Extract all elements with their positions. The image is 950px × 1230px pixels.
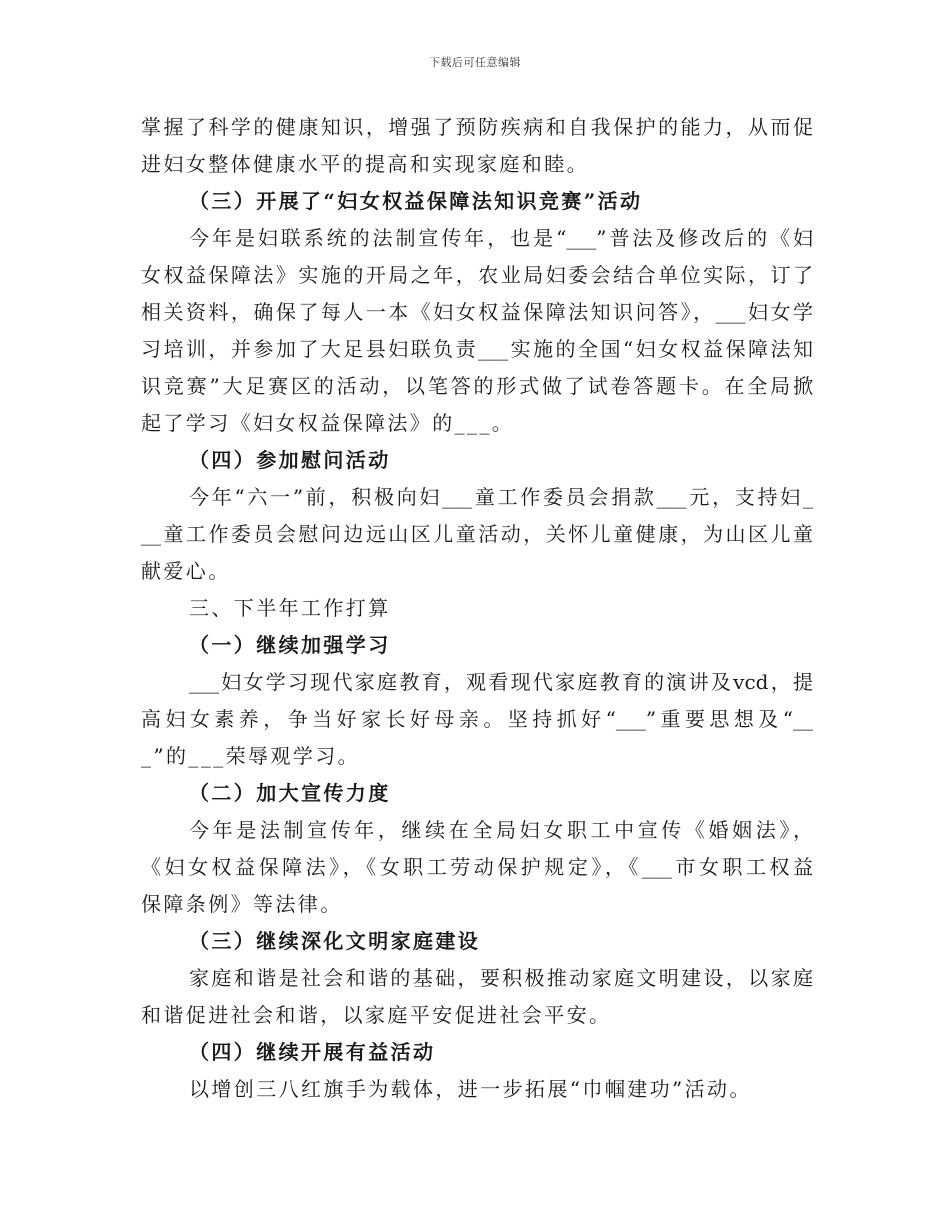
header-note: 下载后可任意编辑	[429, 56, 521, 69]
section-heading: （三）继续深化文明家庭建设	[189, 929, 481, 953]
body-line: 家庭和谐是社会和谐的基础，要积极推动家庭文明建设，以家庭	[189, 966, 813, 990]
body-line: 掌握了科学的健康知识，增强了预防疾病和自我保护的能力，从而促	[141, 115, 813, 139]
body-line: 起了学习《妇女权益保障法》的___。	[141, 411, 515, 435]
body-line: 和谐促进社会和谐，以家庭平安促进社会平安。	[141, 1003, 612, 1027]
section-heading: （四）参加慰问活动	[189, 448, 391, 472]
section-heading: （三）开展了“妇女权益保障法知识竞赛”活动	[189, 189, 643, 213]
body-line: 献爱心。	[141, 559, 231, 583]
body-line: ___妇女学习现代家庭教育，观看现代家庭教育的演讲及vcd，提	[189, 670, 813, 694]
section-heading: （四）继续开展有益活动	[189, 1040, 436, 1064]
body-line: 今年是妇联系统的法制宣传年，也是“___”普法及修改后的《妇	[189, 226, 813, 250]
body-line: _”的___荣辱观学习。	[141, 744, 361, 768]
body-line: 今年“六一”前，积极向妇___童工作委员会捐款___元，支持妇_	[189, 485, 813, 509]
body-line: 《妇女权益保障法》，《女职工劳动保护规定》，《___市女职工权益	[141, 855, 813, 879]
chapter-heading: 三、下半年工作打算	[189, 596, 391, 620]
body-line: 进妇女整体健康水平的提高和实现家庭和睦。	[141, 152, 589, 176]
body-line: 习培训，并参加了大足县妇联负责___实施的全国“妇女权益保障法知	[141, 337, 813, 361]
body-line: 相关资料，确保了每人一本《妇女权益保障法知识问答》，___妇女学	[141, 300, 813, 324]
section-heading: （二）加大宣传力度	[189, 781, 391, 805]
section-heading: （一）继续加强学习	[189, 633, 391, 657]
body-line: __童工作委员会慰问边远山区儿童活动，关怀儿童健康，为山区儿童	[141, 522, 813, 546]
body-line: 识竞赛”大足赛区的活动，以笔答的形式做了试卷答题卡。在全局掀	[141, 374, 813, 398]
body-line: 以增创三八红旗手为载体，进一步拓展“巾帼建功”活动。	[189, 1077, 752, 1101]
body-line: 今年是法制宣传年，继续在全局妇女职工中宣传《婚姻法》，	[189, 818, 813, 842]
body-line: 高妇女素养，争当好家长好母亲。坚持抓好“___”重要思想及“__	[141, 707, 813, 731]
body-line: 保障条例》等法律。	[141, 892, 343, 916]
body-line: 女权益保障法》实施的开局之年，农业局妇委会结合单位实际，订了	[141, 263, 813, 287]
document-body	[141, 109, 813, 1108]
